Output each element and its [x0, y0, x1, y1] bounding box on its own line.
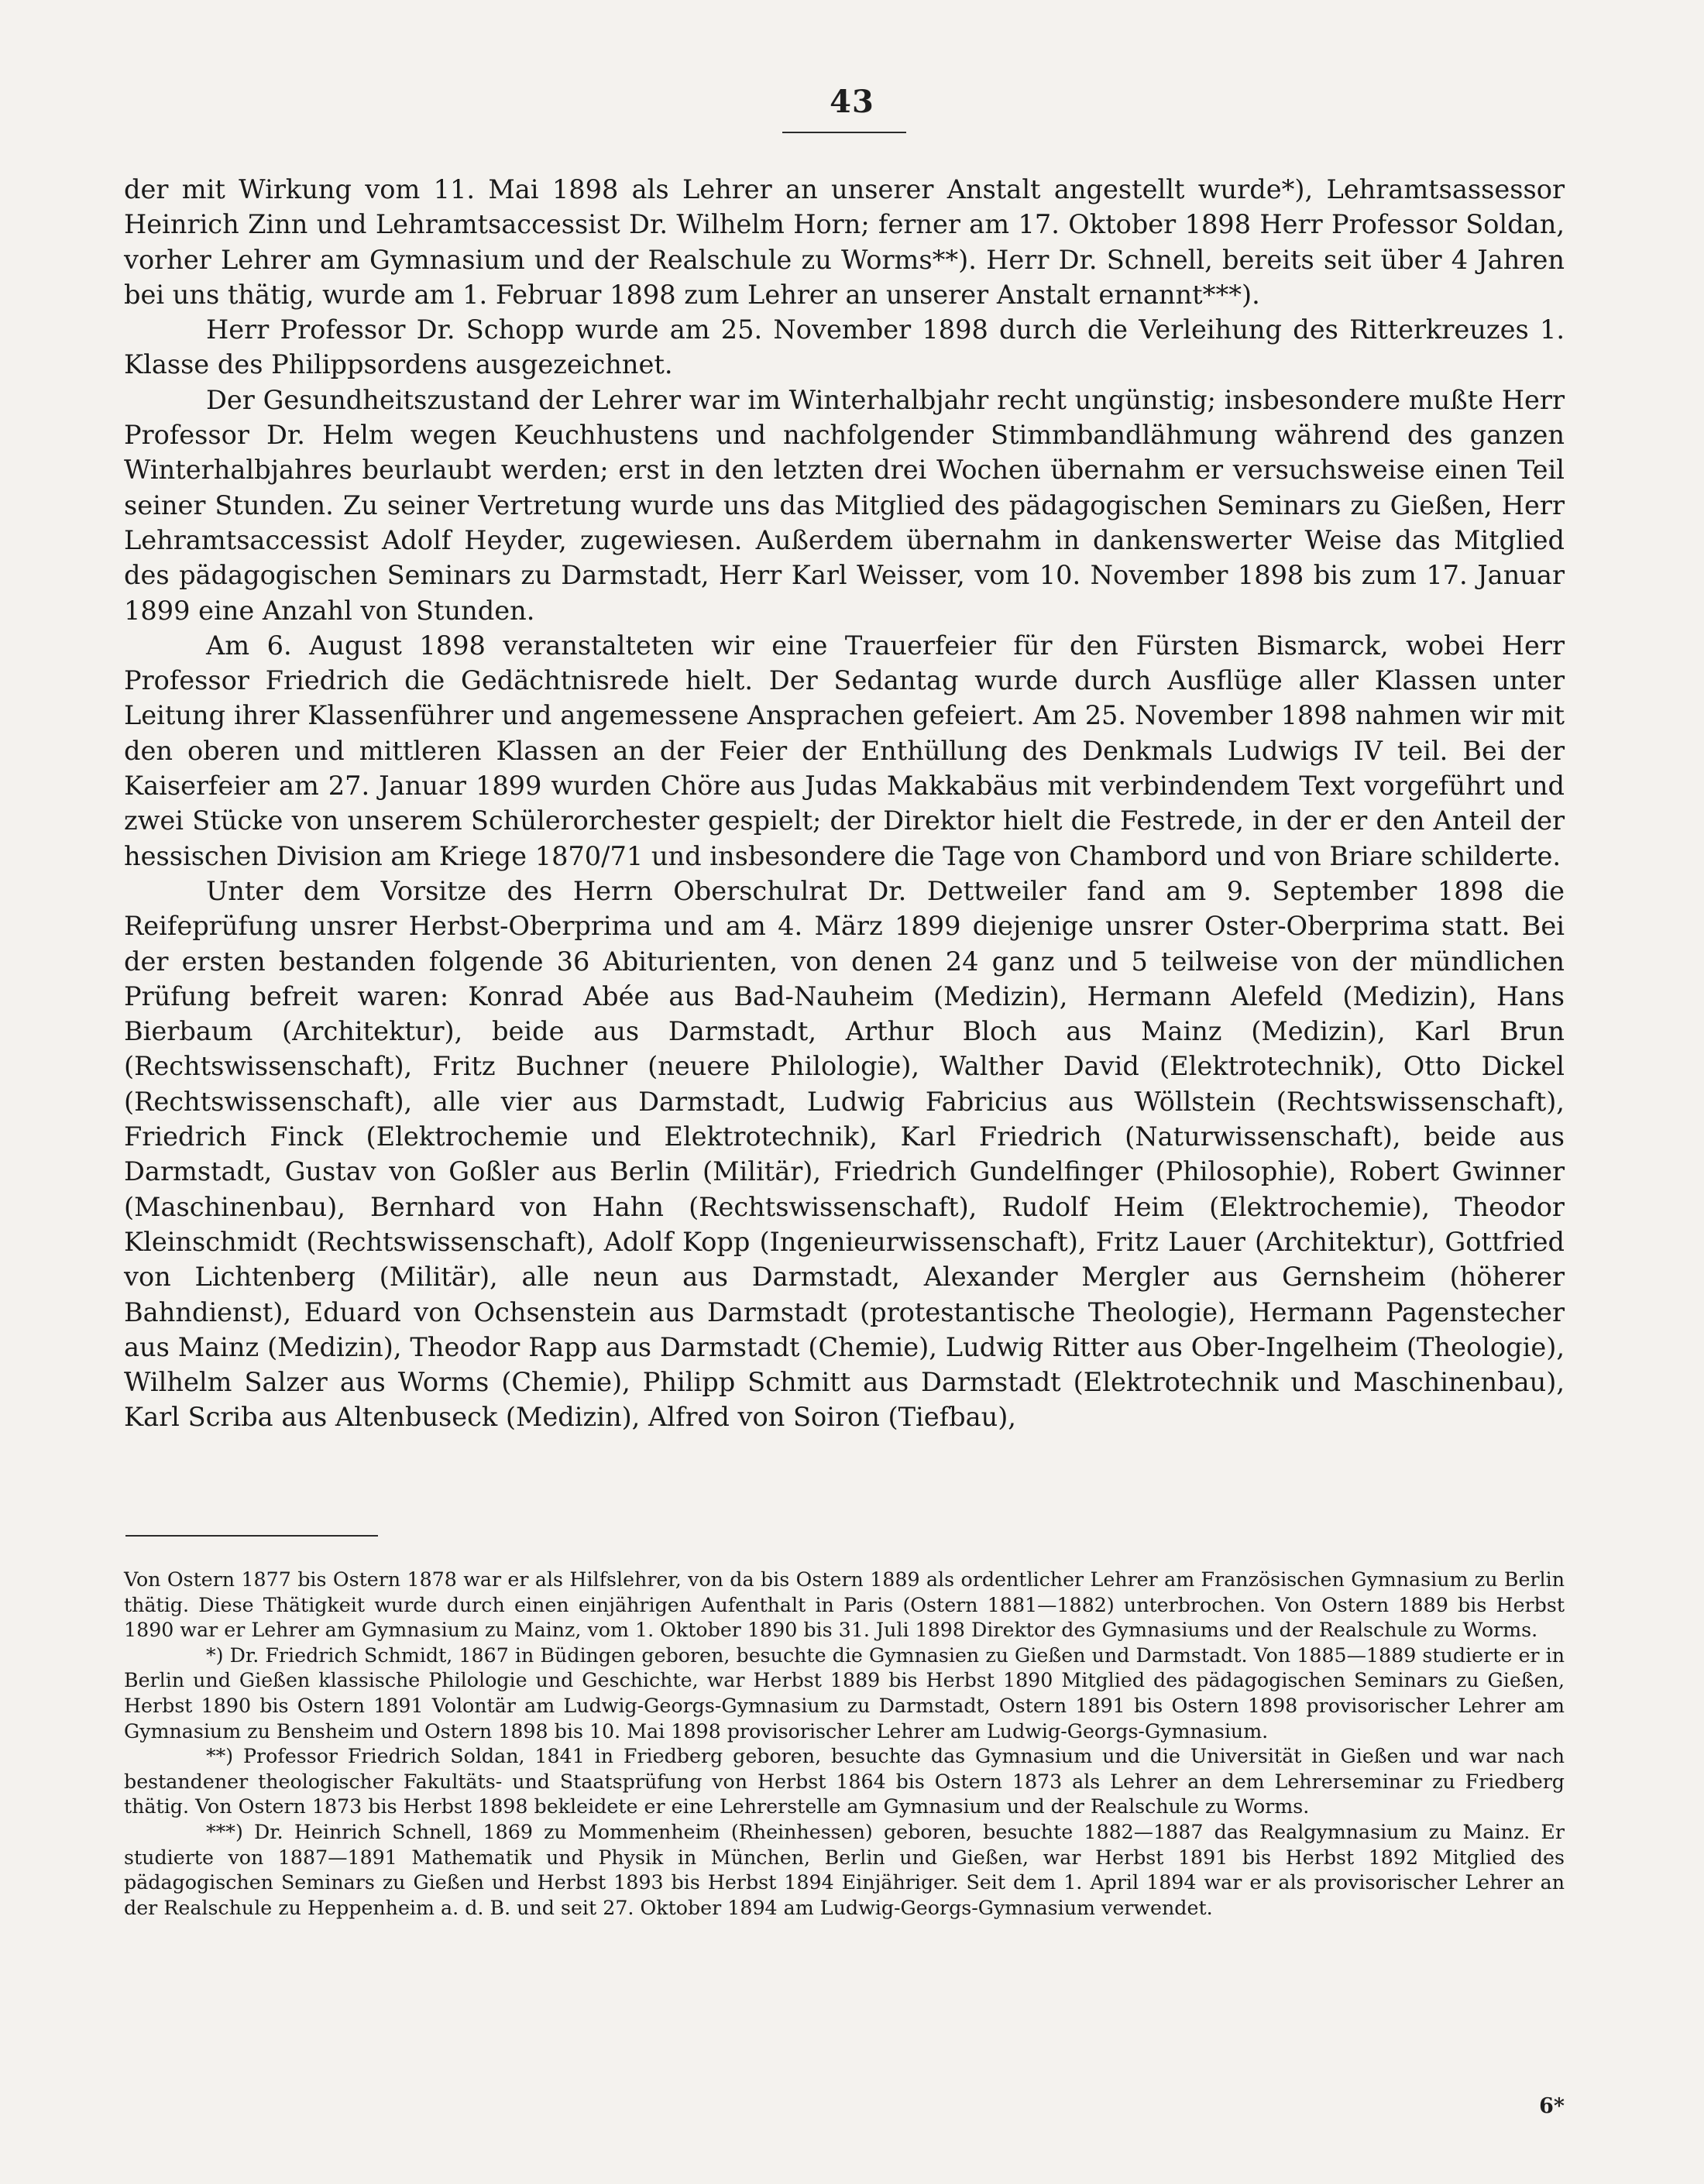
header-rule: [782, 132, 906, 133]
body-text: [124, 172, 1565, 1435]
paragraph-teacher-health: Der Gesundheitszustand der Lehrer war im Winterhalbjahr recht ungünstig; insbesondere mußte Herr Professor Dr. Helm wegen Keuchhustens und nachfolgender Stimmbandlähmung während des ganzen Winterhalbjahres beurlaubt werden; erst in den letzten drei Wochen übernahm er versuchsweise einen Teil seiner Stunden. Zu seiner Vertretung wurde uns das Mitglied des pädagogischen Seminars zu Gießen, Herr Lehramtsaccessist Adolf Heyder, zugewiesen. Außerdem übernahm in dankenswerter Weise das Mitglied des pädagogischen Seminars zu Darmstadt, Herr Karl Weisser, vom 10. November 1898 bis zum 17. Januar 1899 eine Anzahl von Stunden.: [124, 384, 1565, 626]
paragraph-staff-appointments: der mit Wirkung vom 11. Mai 1898 als Lehrer an unserer Anstalt angestellt wurde*), Lehramtsassessor Heinrich Zinn und Lehramtsaccessist Dr. Wilhelm Horn; ferner am 17. Oktober 1898 Herr Professor Soldan, vorher Lehrer am Gymnasium und der Realschule zu Worms**). Herr Dr. Schnell, bereits seit über 4 Jahren bei uns thätig, wurde am 1. Februar 1898 zum Lehrer an unserer Anstalt ernannt***).: [124, 174, 1565, 310]
page-number: 43: [830, 84, 874, 120]
paragraph-celebrations: Am 6. August 1898 veranstalteten wir eine Trauerfeier für den Fürsten Bismarck, wobei Herr Professor Friedrich die Gedächtnisrede hielt. Der Sedantag wurde durch Ausflüge aller Klassen unter Leitung ihrer Klassenführer und angemessene Ansprachen gefeiert. Am 25. November 1898 nahmen wir mit den oberen und mittleren Klassen an der Feier der Enthüllung des Denkmals Ludwigs IV teil. Bei der Kaiserfeier am 27. Januar 1899 wurden Chöre aus Judas Makkabäus mit verbindendem Text vorgeführt und zwei Stücke von unserem Schülerorchester gespielt; der Direktor hielt die Festrede, in der er den Anteil der hessischen Division am Kriege 1870/71 und insbesondere die Tage von Chambord und von Briare schilderte.: [124, 630, 1565, 871]
footnote-rule: [125, 1535, 378, 1537]
signature-mark: 6*: [1539, 2094, 1565, 2118]
footnote-soldan: **) Professor Friedrich Soldan, 1841 in Friedberg geboren, besuchte das Gymnasium und die Universität in Gießen und war nach bestandener theologischer Fakultäts- und Staatsprüfung von Herbst 1864 bis Ostern 1873 als Lehrer an dem Lehrerseminar zu Friedberg thätig. Von Ostern 1873 bis Herbst 1898 bekleidete er eine Lehrerstelle am Gymnasium und der Realschule zu Worms.: [124, 1745, 1565, 1818]
footnote-continued: Von Ostern 1877 bis Ostern 1878 war er als Hilfslehrer, von da bis Ostern 1889 als ordentlicher Lehrer am Französischen Gymnasium zu Berlin thätig. Diese Thätigkeit wurde durch einen einjährigen Aufenthalt in Paris (Ostern 1881—1882) unterbrochen. Von Ostern 1889 bis Herbst 1890 war er Lehrer am Gymnasium zu Mainz, vom 1. Oktober 1890 bis 31. Juli 1898 Direktor des Gymnasiums und der Realschule zu Worms.: [124, 1568, 1565, 1642]
footnotes: [124, 1568, 1565, 1921]
paragraph-order-award: Herr Professor Dr. Schopp wurde am 25. November 1898 durch die Verleihung des Ritterkreuzes 1. Klasse des Philippsordens ausgezeichnet.: [124, 314, 1565, 380]
paragraph-final-examinations: Unter dem Vorsitze des Herrn Oberschulrat Dr. Dettweiler fand am 9. September 1898 die Reifeprüfung unsrer Herbst-Oberprima und am 4. März 1899 diejenige unsrer Oster-Oberprima statt. Bei der ersten bestanden folgende 36 Abiturienten, von denen 24 ganz und 5 teilweise von der mündlichen Prüfung befreit waren: Konrad Abée aus Bad-Nauheim (Medizin), Hermann Alefeld (Medizin), Hans Bierbaum (Architektur), beide aus Darmstadt, Arthur Bloch aus Mainz (Medizin), Karl Brun (Rechtswissenschaft), Fritz Buchner (neuere Philologie), Walther David (Elektrotechnik), Otto Dickel (Rechtswissenschaft), alle vier aus Darmstadt, Ludwig Fabricius aus Wöllstein (Rechtswissenschaft), Friedrich Finck (Elektrochemie und Elektrotechnik), Karl Friedrich (Naturwissenschaft), beide aus Darmstadt, Gustav von Goßler aus Berlin (Militär), Friedrich Gundelfinger (Philosophie), Robert Gwinner (Maschinenbau), Bernhard von Hahn (Rechtswissenschaft), Rudolf Heim (Elektrochemie), Theodor Kleinschmidt (Rechtswissenschaft), Adolf Kopp (Ingenieurwissenschaft), Fritz Lauer (Architektur), Gottfried von Lichtenberg (Militär), alle neun aus Darmstadt, Alexander Mergler aus Gernsheim (höherer Bahndienst), Eduard von Ochsenstein aus Darmstadt (protestantische Theologie), Hermann Pagenstecher aus Mainz (Medizin), Theodor Rapp aus Darmstadt (Chemie), Ludwig Ritter aus Ober-Ingelheim (Theologie), Wilhelm Salzer aus Worms (Chemie), Philipp Schmitt aus Darmstadt (Elektrotechnik und Maschinenbau), Karl Scriba aus Altenbuseck (Medizin), Alfred von Soiron (Tiefbau),: [124, 875, 1565, 1433]
footnote-schmidt: *) Dr. Friedrich Schmidt, 1867 in Büdingen geboren, besuchte die Gymnasien zu Gießen und Darmstadt. Von 1885—1889 studierte er in Berlin und Gießen klassische Philologie und Geschichte, war Herbst 1889 bis Herbst 1890 Mitglied des pädagogischen Seminars zu Gießen, Herbst 1890 bis Ostern 1891 Volontär am Ludwig-Georgs-Gymnasium zu Darmstadt, Ostern 1891 bis Ostern 1898 provisorischer Lehrer am Gymnasium zu Bensheim und Ostern 1898 bis 10. Mai 1898 provisorischer Lehrer am Ludwig-Georgs-Gymnasium.: [124, 1643, 1565, 1743]
footnote-schnell: ***) Dr. Heinrich Schnell, 1869 zu Mommenheim (Rheinhessen) geboren, besuchte 1882—1887 das Realgymnasium zu Mainz. Er studierte von 1887—1891 Mathematik und Physik in München, Berlin und Gießen, war Herbst 1891 bis Herbst 1892 Mitglied des pädagogischen Seminars zu Gießen und Herbst 1893 bis Herbst 1894 Einjähriger. Seit dem 1. April 1894 war er als provisorischer Lehrer an der Realschule zu Heppenheim a. d. B. und seit 27. Oktober 1894 am Ludwig-Georgs-Gymnasium verwendet.: [124, 1820, 1565, 1919]
